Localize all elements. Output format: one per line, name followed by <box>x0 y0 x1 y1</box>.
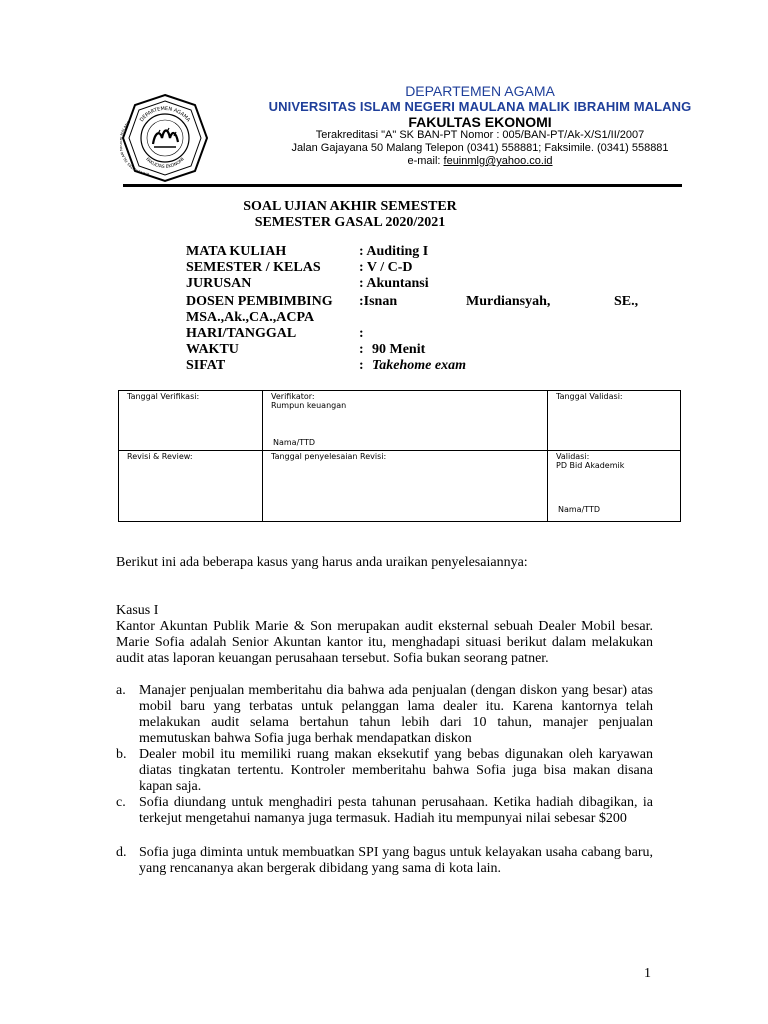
info-dosen-value-1: :Isnan <box>359 294 398 309</box>
svg-text:UNIVERSITAS ISLAM NEGERI MALAN: UNIVERSITAS ISLAM MALANG <box>120 120 150 177</box>
kasus-title: Kasus I <box>116 603 159 618</box>
info-hari-value: : <box>359 326 364 341</box>
tanggal-penyelesaian-label: Tanggal penyelesaian Revisi: <box>271 452 387 461</box>
list-item-text: Sofia juga diminta untuk membuatkan SPI yang bagus untuk kelayakan usaha cabang baru, yang rencananya akan bergerak dibidang yang sama di kota lain. <box>139 845 653 876</box>
faculty-name: FAKULTAS EKONOMI <box>408 114 552 130</box>
table-cell-validasi <box>548 451 681 522</box>
list-item <box>116 845 653 877</box>
info-sk-label: SEMESTER / KELAS <box>186 260 321 275</box>
table-cell-revisi-review <box>119 451 263 522</box>
nama-ttd-label: Nama/TTD <box>273 438 316 447</box>
exam-semester: SEMESTER GASAL 2020/2021 <box>254 215 446 230</box>
kasus-paragraph: Kantor Akuntan Publik Marie & Son merupakan audit eksternal sebuah Dealer Mobil besar. Marie Sofia adalah Senior Akuntan kantor itu, menghadapi situasi berikut dalam melakukan audit atas laporan keuangan perusahaan tersebut. Sofia bukan seorang patner. <box>116 619 653 666</box>
list-item-text: Dealer mobil itu memiliki ruang makan eksekutif yang bebas digunakan oleh karyawan diatas tingkatan tertentu. Kontroler memberitahu bahwa Sofia juga bisa makan disana kapan saja. <box>139 747 653 794</box>
list-item-label: c. <box>116 795 126 810</box>
list-item <box>116 747 653 795</box>
info-sk-value: : V / C-D <box>359 260 413 275</box>
email-link[interactable]: feuinmlg@yahoo.co.id <box>443 155 553 167</box>
info-dosen-value-3: SE., <box>614 294 639 309</box>
pd-bid-label: PD Bid Akademik <box>556 461 625 470</box>
list-item-label: d. <box>116 845 127 860</box>
revisi-review-label: Revisi & Review: <box>127 452 193 461</box>
exam-title: SOAL UJIAN AKHIR SEMESTER <box>243 199 457 214</box>
table-cell-verifikator <box>263 391 548 451</box>
info-mk-value: : Auditing I <box>359 244 429 259</box>
info-waktu-colon: : <box>359 342 364 357</box>
header-divider <box>123 184 682 187</box>
info-jur-value: : Akuntansi <box>359 276 429 291</box>
accreditation-line: Terakreditasi "A" SK BAN-PT Nomor : 005/BAN-PT/Ak-X/S1/II/2007 <box>315 129 645 141</box>
info-hari-label: HARI/TANGGAL <box>186 326 297 341</box>
svg-text:FAKULTAS EKONOMI: FAKULTAS EKONOMI <box>144 157 186 170</box>
tanggal-verifikasi-label: Tanggal Verifikasi: <box>127 392 200 401</box>
address-line: Jalan Gajayana 50 Malang Telepon (0341) 558881; Faksimile. (0341) 558881 <box>291 142 669 154</box>
info-sifat-colon: : <box>359 358 364 373</box>
table-cell-tanggal-validasi <box>548 391 681 451</box>
table-row <box>119 391 681 451</box>
university-seal-icon <box>120 92 210 184</box>
info-jur-label: JURUSAN <box>186 276 252 291</box>
email-line <box>200 155 760 167</box>
table-cell-tanggal-verifikasi <box>119 391 263 451</box>
info-sifat-label: SIFAT <box>186 358 226 373</box>
verification-table <box>118 390 681 522</box>
page-number: 1 <box>644 966 651 981</box>
table-cell-tanggal-penyelesaian <box>263 451 548 522</box>
list-item-text: Manajer penjualan memberitahu dia bahwa ada penjualan (dengan diskon yang besar) atas mobil baru yang terbatas untuk pelanggan lama dealer itu. Karena kantornya telah melakukan audit selama bertahun tahun lebih dari 10 tahun, manajer penjualan memutuskan bahwa Sofia juga berhak mendapatkan diskon <box>139 683 653 746</box>
nama-ttd-label: Nama/TTD <box>558 505 601 514</box>
table-row <box>119 451 681 522</box>
svg-text:DEPARTEMEN AGAMA: DEPARTEMEN AGAMA <box>138 105 192 124</box>
info-dosen-label: DOSEN PEMBIMBING <box>186 294 333 309</box>
intro-text: Berikut ini ada beberapa kasus yang harus anda uraikan penyelesaiannya: <box>116 555 528 570</box>
info-dosen-value-cont: MSA.,Ak.,CA.,ACPA <box>186 310 315 325</box>
info-waktu-value: 90 Menit <box>372 342 426 357</box>
info-waktu-label: WAKTU <box>186 342 239 357</box>
info-sifat-value: Takehome exam <box>372 358 466 373</box>
university-logo <box>120 92 210 184</box>
info-dosen-value-2: Murdiansyah, <box>466 294 551 309</box>
list-item-label: b. <box>116 747 127 762</box>
department-title: DEPARTEMEN AGAMA <box>405 83 555 99</box>
list-item-label: a. <box>116 683 126 698</box>
rumpun-label: Rumpun keuangan <box>271 401 347 410</box>
verifikator-label: Verifikator: <box>271 392 315 401</box>
validasi-label: Validasi: <box>556 452 590 461</box>
info-mk-label: MATA KULIAH <box>186 244 287 259</box>
list-item <box>116 683 653 747</box>
tanggal-validasi-label: Tanggal Validasi: <box>556 392 623 401</box>
email-label: e-mail: <box>407 155 444 167</box>
list-item-text: Sofia diundang untuk menghadiri pesta tahunan perusahaan. Ketika hadiah dibagikan, ia terkejut mengetahui namanya juga termasuk. Hadiah itu mempunyai nilai sebesar $200 <box>139 795 653 826</box>
university-name: UNIVERSITAS ISLAM NEGERI MAULANA MALIK IBRAHIM MALANG <box>268 99 692 114</box>
list-item <box>116 795 653 827</box>
